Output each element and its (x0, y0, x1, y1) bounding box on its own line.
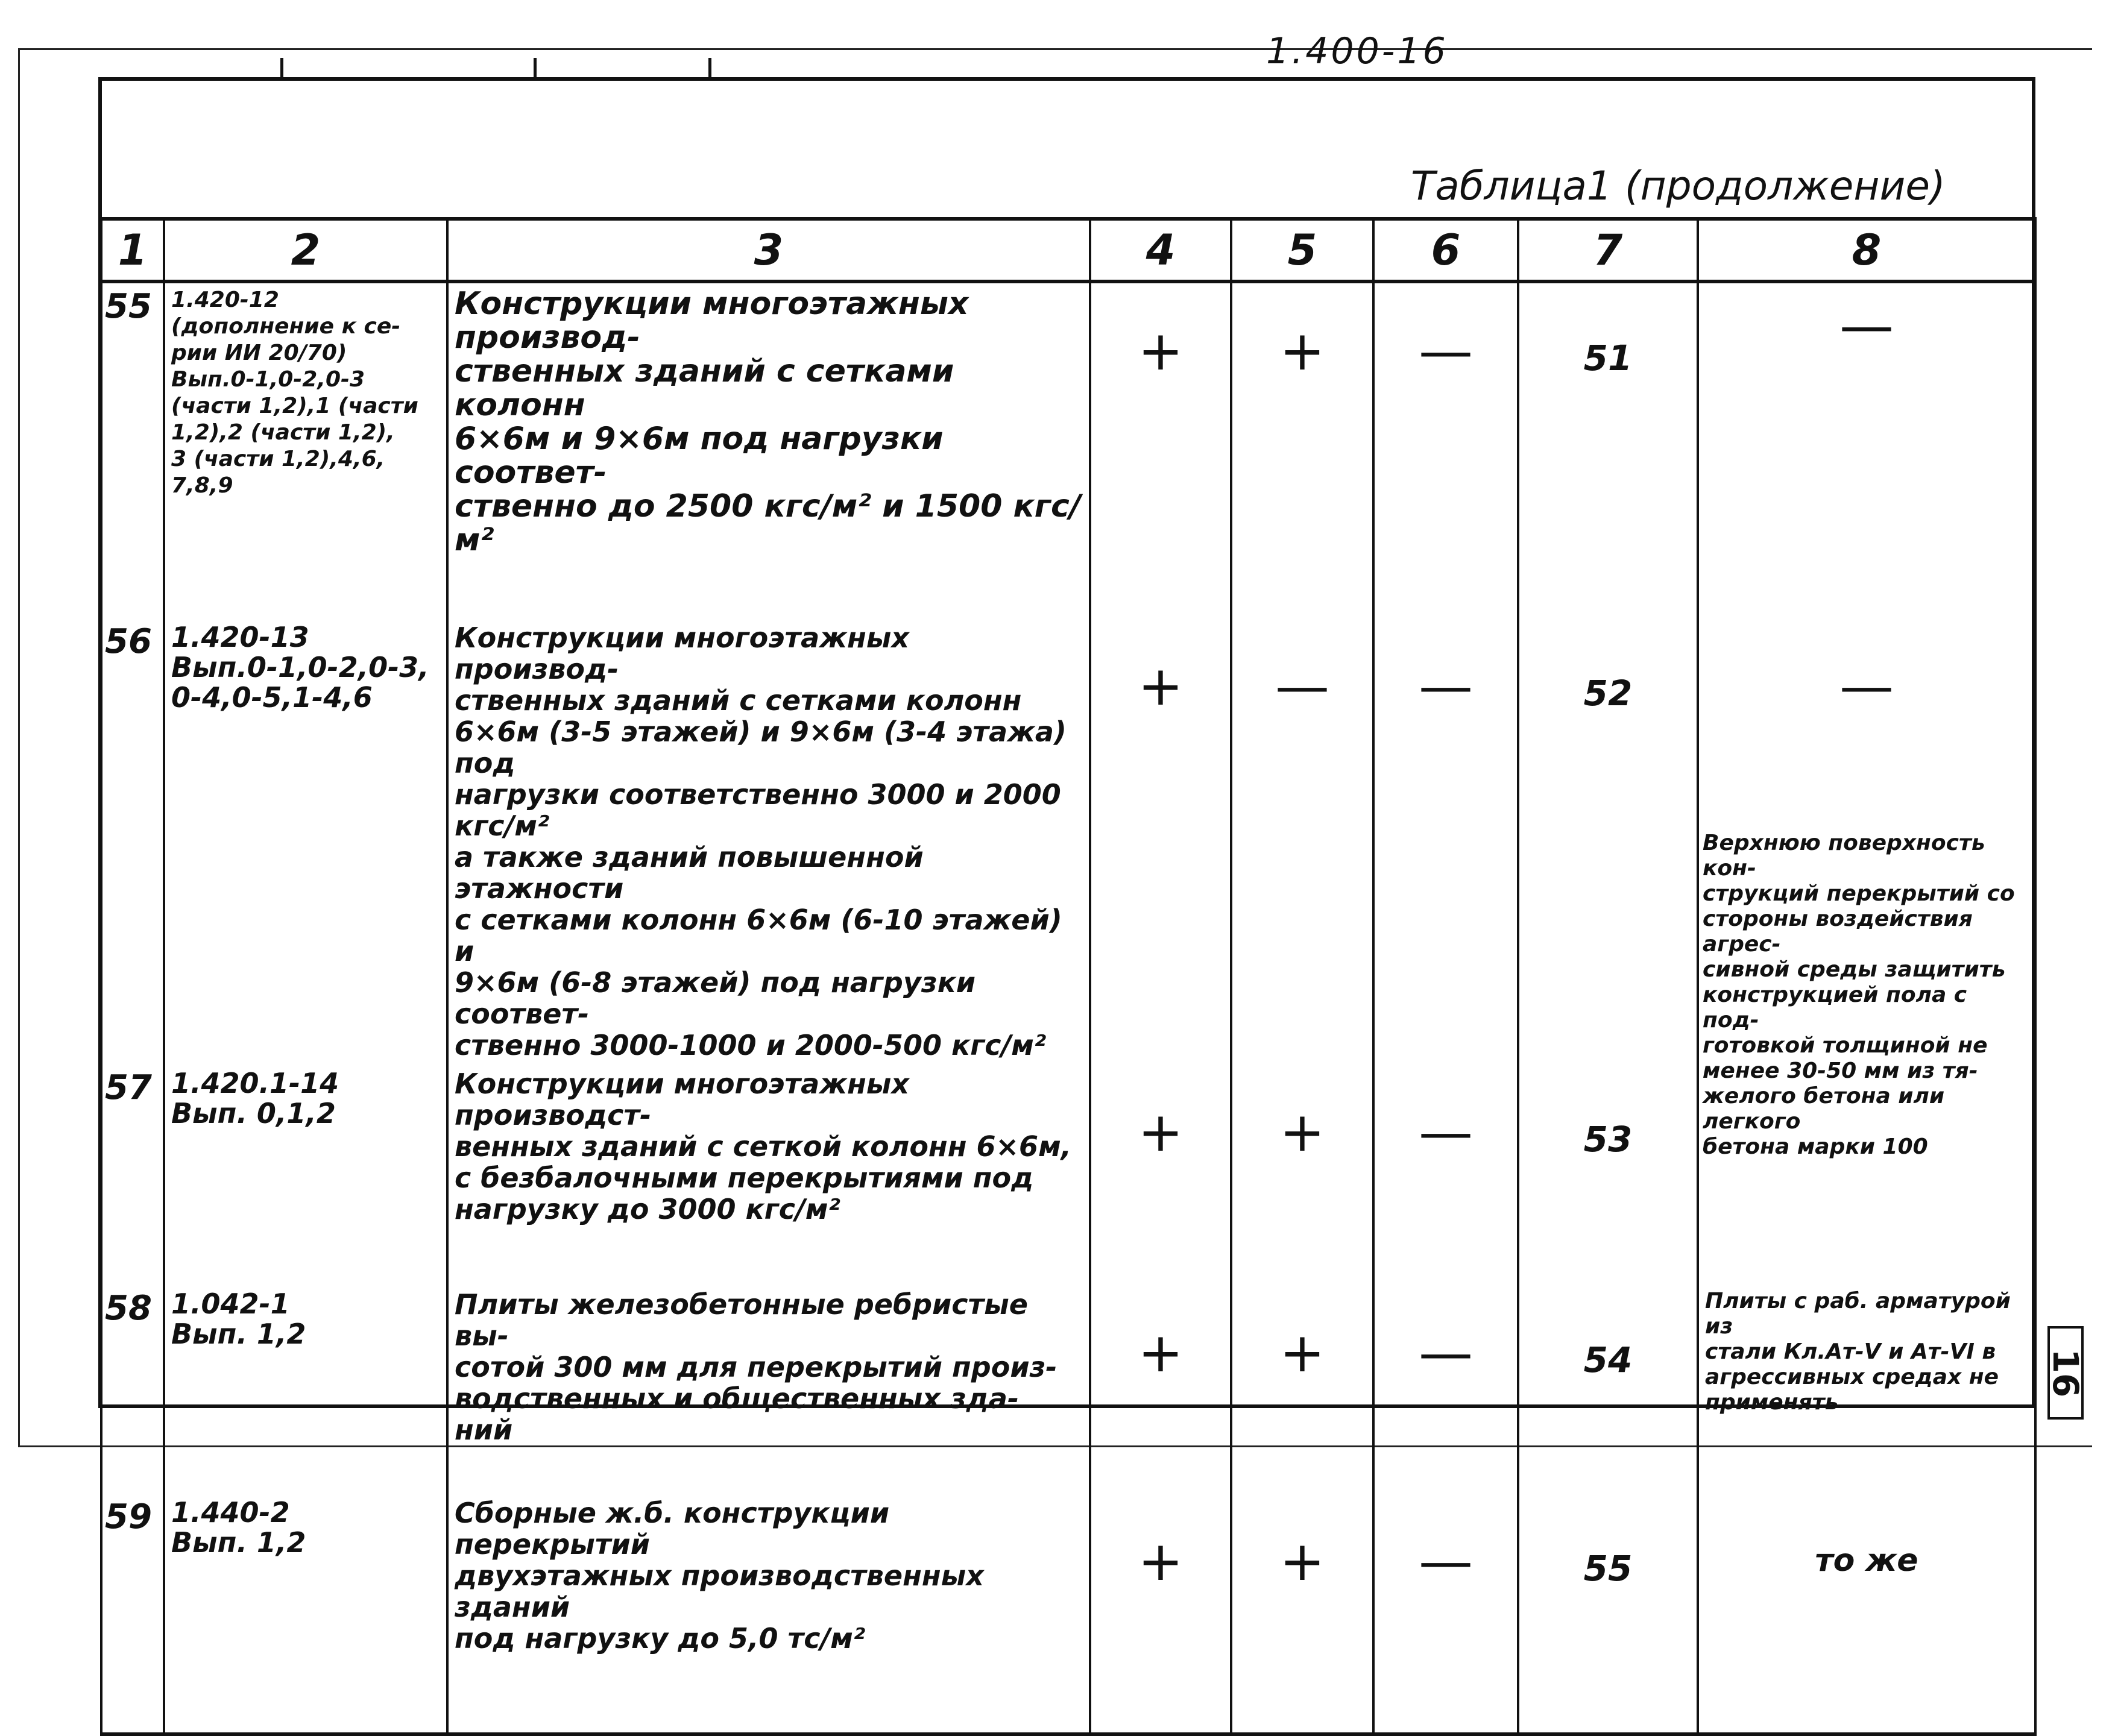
sheet-number: 16 (2045, 1348, 2086, 1397)
column-header: 5 (1231, 219, 1373, 281)
column-6-mark: — (1373, 1285, 1518, 1494)
row-number: 57 (101, 1065, 164, 1285)
note-cell-merged (1698, 618, 2035, 1285)
column-6-mark: — (1373, 1494, 1518, 1734)
series-cell: 1.420-12 (дополнение к се- рии ИИ 20/70) Вып.0-1,0-2,0-3 (части 1,2),1 (части 1,2),2 (части 1,2), 3 (части 1,2),4,6, 7,8,9 (164, 281, 447, 618)
sheet-number-cell: 53 (1518, 1065, 1698, 1285)
series-cell: 1.440-2 Вып. 1,2 (164, 1494, 447, 1734)
column-4-mark: + (1090, 1065, 1231, 1285)
row-number: 59 (101, 1494, 164, 1734)
tick-mark (280, 58, 283, 77)
column-4-mark: + (1090, 618, 1231, 1065)
tick-mark (534, 58, 537, 77)
series-cell: 1.420-13 Вып.0-1,0-2,0-3, 0-4,0-5,1-4,6 (164, 618, 447, 1065)
column-5-mark: + (1231, 1494, 1373, 1734)
sheet-number-box (2047, 1326, 2084, 1420)
standards-table (100, 217, 2037, 1736)
note-cell: — (1698, 281, 2035, 618)
top-surface-protection-note: Верхнюю поверхность кон- струкций перекрытий со стороны воздействия агрес- сивной среды защитить конструкцией пола с под- готовкой толщиной не менее 30-50 мм из тя- желого бетона или легкого бетона марки 100 (1703, 831, 2015, 1159)
column-header: 7 (1518, 219, 1698, 281)
column-5-mark: — (1231, 618, 1373, 1065)
column-4-mark: + (1090, 1494, 1231, 1734)
series-cell: 1.420.1-14 Вып. 0,1,2 (164, 1065, 447, 1285)
sheet-number-cell: 55 (1518, 1494, 1698, 1734)
note-cell: Плиты с раб. арматурой из стали Кл.Ат-V и Ат-VI в агрессивных средах не применять (1698, 1285, 2035, 1494)
column-6-mark: — (1373, 1065, 1518, 1285)
column-header: 8 (1698, 219, 2035, 281)
description-cell: Сборные ж.б. конструкции перекрытий двухэтажных производственных зданий под нагрузку до 5,0 тс/м² (447, 1494, 1090, 1734)
column-5-mark: + (1231, 1065, 1373, 1285)
frame-top-ticks (99, 58, 1305, 76)
sheet-number-cell: 51 (1518, 281, 1698, 618)
page-edge-top (18, 48, 2092, 50)
table-row (101, 1285, 2035, 1494)
document-code: 1.400-16 (1266, 30, 1448, 72)
sheet-number-cell: 54 (1518, 1285, 1698, 1494)
table-row (101, 1494, 2035, 1734)
column-number-row (101, 219, 2035, 281)
series-cell: 1.042-1 Вып. 1,2 (164, 1285, 447, 1494)
column-6-mark: — (1373, 618, 1518, 1065)
column-header: 3 (447, 219, 1090, 281)
sheet-number-cell: 52 (1518, 618, 1698, 1065)
row-number: 58 (101, 1285, 164, 1494)
column-header: 4 (1090, 219, 1231, 281)
page-edge-left (18, 48, 20, 1447)
column-header: 1 (101, 219, 164, 281)
description-cell: Конструкции многоэтажных производст- венных зданий с сеткой колонн 6×6м, с безбалочными перекрытиями под нагрузку до 3000 кгс/м² (447, 1065, 1090, 1285)
row-number: 55 (101, 281, 164, 618)
column-4-mark: + (1090, 281, 1231, 618)
column-5-mark: + (1231, 281, 1373, 618)
table-title: Таблица1 (продолжение) (1411, 163, 1946, 209)
note-cell: то же (1698, 1494, 2035, 1734)
description-cell: Плиты железобетонные ребристые вы- сотой 300 мм для перекрытий произ- водственных и общественных зда- ний (447, 1285, 1090, 1494)
column-5-mark: + (1231, 1285, 1373, 1494)
row-number: 56 (101, 618, 164, 1065)
table-row (101, 618, 2035, 1065)
tick-mark (708, 58, 711, 77)
column-header: 2 (164, 219, 447, 281)
column-6-mark: — (1373, 281, 1518, 618)
description-cell: Конструкции многоэтажных производ- ственных зданий с сетками колонн 6×6м и 9×6м под нагрузки соответ- ственно до 2500 кгс/м² и 1500 кгс/м² (447, 281, 1090, 618)
column-header: 6 (1373, 219, 1518, 281)
note-dash: — (1839, 655, 1894, 718)
description-cell: Конструкции многоэтажных производ- ственных зданий с сетками колонн 6×6м (3-5 этажей) и 9×6м (3-4 этажа) под нагрузки соответственно 3000 и 2000 кгс/м² а также зданий повышенной этажности с сетками колонн 6×6м (6-10 этажей) и 9×6м (6-8 этажей) под нагрузки соответ- ственно 3000-1000 и 2000-500 кгс/м² (447, 618, 1090, 1065)
table-row (101, 281, 2035, 618)
column-4-mark: + (1090, 1285, 1231, 1494)
